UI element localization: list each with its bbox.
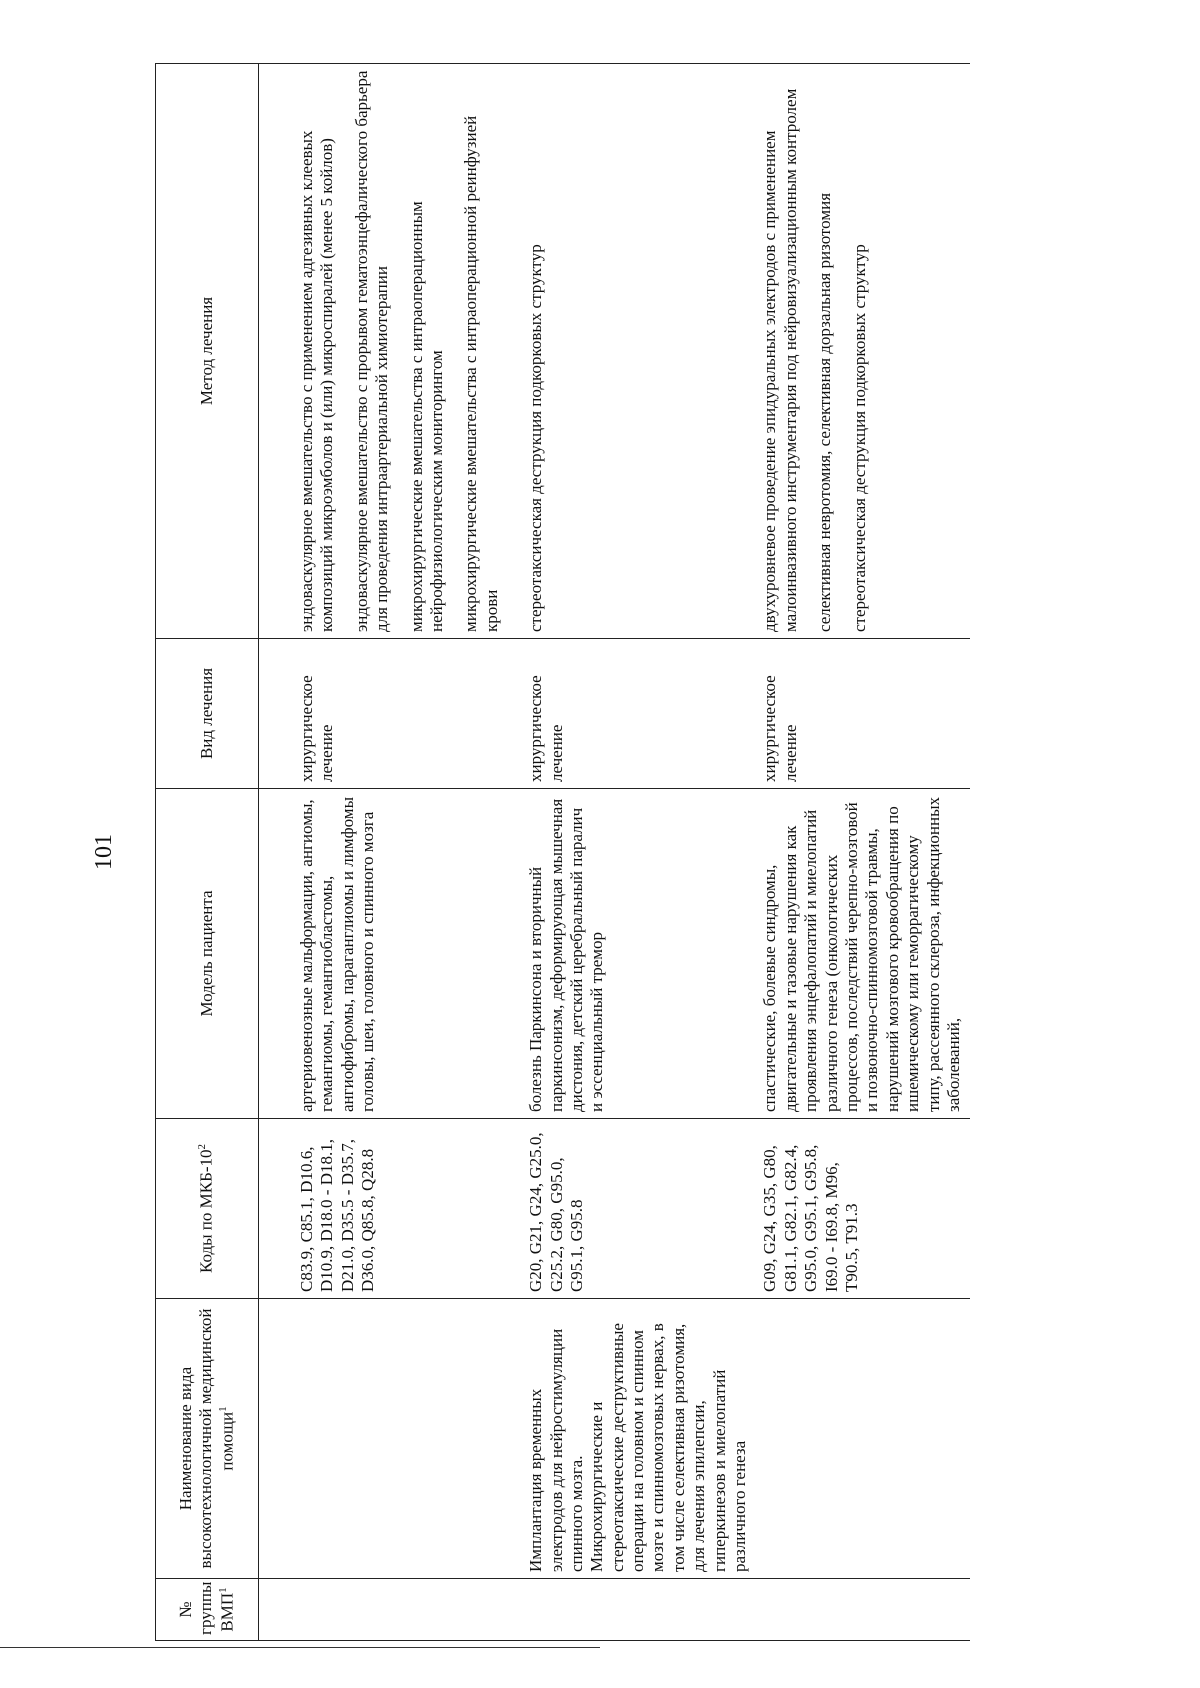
- method-item: микрохирургические вмешательства с интраоперационным нейрофизиологическим мониторингом: [406, 201, 446, 632]
- cell-codes: G09, G24, G35, G80, G81.1, G82.1, G82.4, G95.0, G95.1, G95.8, I69.0 - I69.8, M96, T90.5, T91.3: [756, 1119, 970, 1299]
- cell-kind: хирургическое лечение: [756, 639, 970, 789]
- method-item: микрохирургические вмешательства с интраоперационной реинфузией крови: [461, 115, 501, 632]
- method-item: эндоваскулярное вмешательство с прорывом гематоэнцефалического барьера для проведения интраартериальной химиотерапии: [351, 70, 392, 632]
- method-item: двухуровневое проведение эпидуральных электродов с применением малоинвазивного инструментария под нейровизуализационным контролем: [760, 88, 800, 632]
- cell-codes: G20, G21, G24, G25.0, G25.2, G80, G95.0, G95.1, G95.8: [522, 1119, 756, 1299]
- page-number: 101: [91, 834, 117, 870]
- cell-group-no: [756, 1579, 970, 1641]
- method-item: стереотаксическая деструкция подкорковых структур: [849, 244, 869, 632]
- bottom-rule: [0, 1647, 600, 1648]
- vmp-table: [155, 63, 970, 1641]
- cell-model: артериовенозные мальформации, ангиомы, гемангиомы, гемангиобластомы, ангиофибромы, параганглиомы и лимфомы головы, шеи, головного и спинного мозга: [293, 789, 522, 1119]
- method-item: селективная невротомия, селективная дорзальная ризотомия: [815, 192, 835, 632]
- cell-codes: C83.9, C85.1, D10.6, D10.9, D18.0 - D18.1, D21.0, D35.5 - D35.7, D36.0, Q85.8, Q28.8: [293, 1119, 522, 1299]
- table-row: [522, 64, 756, 1641]
- header-method: Метод лечения: [156, 64, 259, 639]
- cell-name: [756, 1299, 970, 1579]
- cell-group-no: [522, 1579, 756, 1641]
- table-header-row: [156, 64, 259, 1641]
- cell-group-no: [293, 1579, 522, 1641]
- cell-kind: хирургическое лечение: [293, 639, 522, 789]
- header-model: Модель пациента: [156, 789, 259, 1119]
- cell-model: спастические, болевые синдромы, двигательные и тазовые нарушения как проявления энцефалопатий и миелопатий различного генеза (онкологических процессов, последствий черепно-мозговой и позвоночно-спинномозговой травмы, нарушений мозгового кровообращения по ишемическому или геморрагическому типу, рассеянного склероза, инфекционных заболеваний,: [756, 789, 970, 1119]
- cell-name: Имплантация временных электродов для нейростимуляции спинного мозга. Микрохирургические и стереотаксические деструктивные операции на головном и спинном мозге и спинномозговых нервах, в том числе селективная ризотомия, для лечения эпилепсии, гиперкинезов и миелопатий различного генеза: [522, 1299, 756, 1579]
- cell-name: [293, 1299, 522, 1579]
- cell-methods: [522, 64, 756, 639]
- header-kind: Вид лечения: [156, 639, 259, 789]
- cell-kind: хирургическое лечение: [522, 639, 756, 789]
- header-codes: Коды по МКБ-$10^2$: [156, 1119, 259, 1299]
- table-row: [756, 64, 970, 1641]
- method-item: эндоваскулярное вмешательство с применением адгезивных клеевых композиций микроэмболов и (или) микроспиралей (менее 5 койлов): [297, 130, 337, 632]
- cell-methods: [756, 64, 970, 639]
- cell-methods: [293, 64, 522, 639]
- table-row: [293, 64, 522, 1641]
- cell-model: болезнь Паркинсона и вторичный паркинсонизм, деформирующая мышечная дистония, детский церебральный паралич и эссенциальный тремор: [522, 789, 756, 1119]
- rotated-page-content: [155, 64, 1200, 1641]
- header-group-no: № группы ВМП$^1$: [156, 1579, 259, 1641]
- spacer-row: [259, 64, 294, 1641]
- method-item: стереотаксическая деструкция подкорковых структур: [526, 244, 546, 632]
- header-name: Наименование вида высокотехнологичной медицинской помощи$^1$: [156, 1299, 259, 1579]
